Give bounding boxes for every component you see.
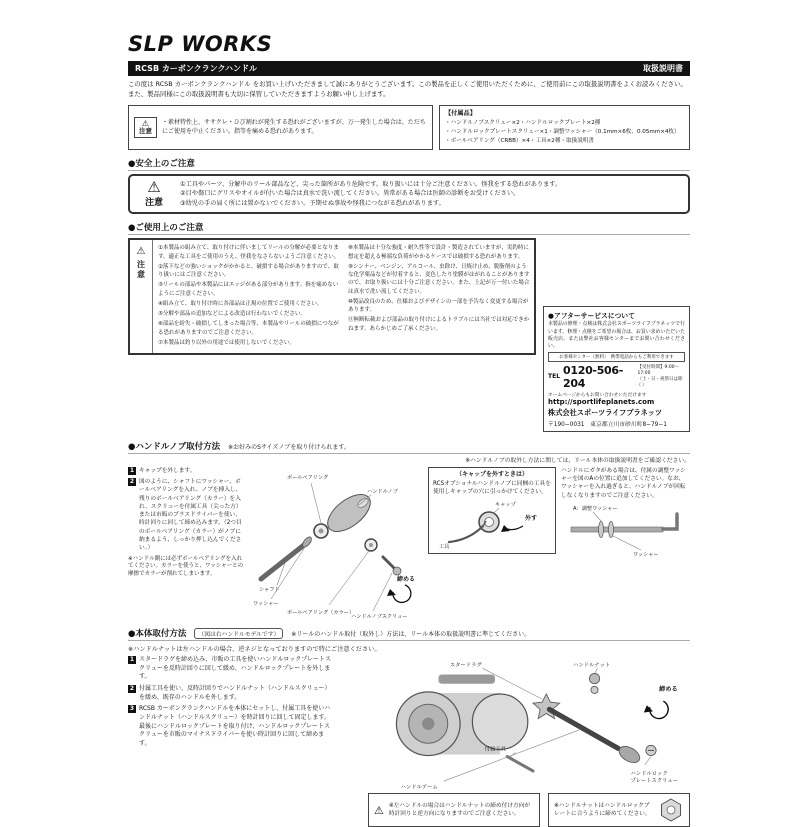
body-section-header (128, 627, 690, 641)
usage-item: ⑧本製品は十分な強度・耐久性等で設計・製造されていますが、実釣時に想定を超える極端な負荷がかかるケースでは破損する恐れがあります。 (348, 245, 529, 260)
label-tool: 工具 (439, 544, 450, 551)
body-section-note: ※リールのハンドル取付（取外し）方法は、リール本体の取扱説明書に準じてください。 (291, 630, 531, 638)
step-text: 付属工具を使い、反時計回りでハンドルナット（ハンドルスクリュー）を緩め、既存のハンドルを外します。 (139, 684, 331, 701)
knob-steps (128, 467, 246, 580)
intro-line: この度は RCSB カーボンクランクハンドル をお買い上げいただきまして誠にありがとうございます。この製品を正しくご使用いただくために、ご使用前にこの取扱説明書をよくお読みください。 (128, 80, 687, 88)
reel-diagram (341, 656, 690, 791)
usage-item: ⑥部品を紛失・破損してしまった場合等、本製品やリールの破損につながる恐れがありますのでご注意ください。 (158, 321, 339, 336)
label-ball-bearing: ボールベアリング (287, 474, 329, 481)
usage-warning-label: 注意 (136, 260, 146, 281)
safety-box (128, 174, 690, 215)
accessories-item: ・ハンドルノブスクリュー×2・ハンドルロックプレート×2種 (445, 119, 601, 126)
usage-right-column (348, 244, 531, 349)
safety-item: ③幼児の手の届く所には置かないでください。予期せぬ事故や怪我につながる恐れがあります。 (180, 199, 445, 207)
usage-item: ⑤分解や部品の追加などによる改造は行わないでください。 (158, 311, 306, 318)
usage-item: ⑪無断転載および部品の取り付けによるトラブルには当社では対応できかねます。あらかじめご了承ください。 (348, 317, 530, 332)
knob-section-title: ●ハンドルノブ取付方法 (128, 441, 221, 452)
label-shaft: シャフト (259, 586, 280, 593)
knob-exploded-diagram (251, 467, 423, 619)
usage-item: ④組み立て、取り付け時に各部品は正規の位置でご使用ください。 (158, 300, 323, 307)
reel-body-graphic (396, 674, 527, 755)
cap-box-text: RCSオプショナルハンドルノブに同梱の工具を使用しキャップの穴に引っかけてください。 (433, 480, 551, 495)
label-handle-arm: ハンドルアーム (400, 784, 438, 791)
usage-item: ⑨シンナー、ベンジン、アルコール、虫除け、日焼け止め、脱脂剤のような化学薬品などが付着すると、変色したり塗膜がはがれることがありますので、お取り扱いには十分ご注意ください。また、上記が万一付いた場合は真水で洗い流してください。 (348, 263, 530, 295)
warning-icon: ⚠ (147, 177, 161, 196)
step-item (128, 467, 246, 475)
safety-section-title: ●安全上のご注意 (128, 157, 690, 171)
leader-line (493, 508, 499, 514)
step-item (128, 656, 333, 682)
knob-section-subnote: ※ハンドルノブの取外し方法に関しては、リール本体の取扱説明書をご確認ください。 (465, 457, 690, 464)
label-tighten: 締める (659, 685, 678, 693)
material-caution-text: ・素材特性上、ササクレ・ひび割れが発生する恐れがございますが、万一発生した場合は、ただちにご使用を中止ください。指等を痛める恐れがあります。 (162, 119, 426, 136)
step-item (128, 705, 333, 748)
label-tighten: 締める (397, 575, 416, 583)
knob-note: ※ハンドル側には必ずボールベアリングを入れてください。カラーを使うと、ワッシャーとの摩擦でカラーが削れてしまいます。 (128, 555, 244, 578)
label-washer: ワッシャー (253, 600, 279, 607)
label-remove: 外す (525, 515, 538, 523)
hours-line: （土・日・祝祭日は除く） (637, 376, 683, 388)
brand-logo: SLP WORKS (128, 32, 273, 56)
step-item (128, 685, 333, 702)
label-lock-plate-line1: ハンドルロック (630, 770, 668, 777)
web-note: ホームページからもお問い合わせいただけます (548, 392, 647, 398)
collar-bearing-graphic (365, 539, 377, 551)
handle-nut-note-box (548, 793, 690, 827)
tighten-arrow (387, 585, 411, 602)
safety-item: ②目や傷口にグリスやオイルが付いた場合は真水で洗い流してください。異常がある場合は医師の診断をお受けください。 (180, 190, 520, 198)
safety-items (180, 180, 561, 209)
accessories-item: ・ハンドルロックプレートスクリュー×1・調整ワッシャー（0.1mm×6枚、0.05mm×4枚） (445, 128, 680, 135)
step-number: 3 (129, 705, 135, 713)
left-handle-note-box (368, 793, 540, 827)
warning-icon: ⚠ (136, 246, 146, 258)
screw-graphic (383, 557, 401, 575)
play-adjust-text: ハンドルにガタがある場合は、付属の調整ワッシャーを図のAの位置に追加してください。なお、ワッシャーを入れ過ぎると、ハンドルノブが回転しなくなりますのでご注意ください。 (561, 467, 686, 499)
tel-number: 0120-506-204 (563, 363, 624, 390)
label-knob-screw: ハンドルノブスクリュー (351, 613, 408, 619)
hex-nut-icon (658, 797, 684, 823)
label-ball-bearing-collar: ボールベアリング（カラー） (287, 609, 355, 616)
left-handle-note-text: ※左ハンドルの場合はハンドルナットの締め付け方向が時計回りと逆方向になりますのでご注意ください。 (388, 803, 531, 818)
body-section-title: ●本体取付方法 (128, 628, 187, 639)
intro-text (128, 80, 690, 100)
usage-left-column (158, 244, 341, 349)
knob-section-header (128, 440, 690, 454)
company-address: 〒190−0031 東京都立川市砂川町8−79−1 (548, 421, 667, 428)
cap-diagram (433, 496, 551, 550)
cap-remove-box (428, 467, 556, 554)
after-service-box (543, 306, 690, 431)
leader-line (593, 512, 601, 521)
usage-item: ③リールの部品や本製品にはエッジがある部分があります。指を痛めないようにご注意ください。 (158, 282, 339, 297)
hours-line: 【受付時間】9:00〜17:00 (637, 365, 680, 376)
warning-icon: ⚠ (141, 118, 150, 128)
accessories-box (439, 105, 690, 150)
title-bar (128, 61, 690, 76)
play-adjust-column (561, 467, 689, 558)
label-adjust-washer: A：調整ワッシャー (573, 505, 618, 512)
cap-graphic (479, 512, 499, 532)
step-number: 2 (129, 684, 135, 692)
after-service-title: ●アフターサービスについて (548, 312, 635, 321)
bearing-graphic (314, 524, 328, 538)
usage-section-title: ●ご使用上のご注意 (128, 221, 690, 235)
tel-label: TEL (548, 373, 561, 381)
tel-hours (637, 365, 685, 388)
step-text: RCSB カーボンクランクハンドルを本体にセットし、付属工具を使いハンドルナット（ハンドルスクリュー）を時計回りに回して固定します。最後にハンドルロックプレートを取り付け、ハンドルロックプレートスクリューを市販のマイナスドライバーを使い時計回りに回して締めます。 (139, 705, 331, 748)
intro-line: また、製品同様にこの取扱説明書も大切に保管していただきますようお願い申し上げます。 (128, 89, 390, 98)
usage-warning-badge (130, 240, 153, 353)
company-name: 株式会社スポーツライフプラネッツ (548, 407, 663, 417)
left-handle-warning: ※ハンドルナットは左ハンドルの場合、逆ネジとなっておりますので特にご注意ください。 (128, 645, 381, 653)
label-cap: キャップ (495, 502, 516, 509)
usage-item: ①本製品の組み立て、取り付けに伴いましてリールの分解が必要となります。適正な工具をご使用のうえ、怪我をなさらないようご注意ください。 (158, 245, 340, 260)
handle-shaft-graphic (571, 514, 677, 538)
doc-type-label: 取扱説明書 (643, 64, 683, 73)
after-service-body: 本製品の修理・点検は株式会社スポーツライフプラネッツで行います。修理・点検をご希望の場合は、お買い求めいただいた販売店、または弊社お客様センターまでお問い合わせください。 (548, 321, 685, 349)
body-steps (128, 656, 333, 752)
safety-item: ①工具やパーツ、分解中のリール部品など、尖った箇所があり危険です。取り扱いには十分ご注意ください。怪我をする恐れがあります。 (180, 180, 562, 188)
shaft-graphic (261, 535, 313, 579)
label-lock-plate-line2: プレートスクリュー (630, 778, 678, 785)
product-title: RCSB カーボンクランクハンドル (135, 64, 258, 73)
label-handle-knob: ハンドルノブ (367, 488, 398, 495)
lock-plate-screw-graphic (646, 745, 656, 755)
step-text: スタードラグを締め込み、市販の工具を使いハンドルロックプレートスクリューを反時計回りに回して緩め、ハンドルロックプレートを外します。 (139, 655, 331, 681)
warning-icon: ⚠ (374, 803, 384, 817)
label-handle-nut: ハンドルナット (572, 662, 611, 669)
manual-document (128, 32, 690, 827)
website-url: http://sportlifeplanets.com (548, 397, 655, 406)
knob-section-note: ※お好みのSサイズノブを取り付けられます。 (228, 443, 350, 451)
handle-nut-note-text: ※ハンドルナットはハンドルロックプレートに合うように締めてください。 (554, 803, 651, 818)
usage-item: ⑦本製品は釣り以外の用途では使用しないでください。 (158, 339, 295, 346)
accessories-title: 【付属品】 (445, 109, 476, 117)
included-tool-graphic (507, 756, 533, 770)
material-caution-box (128, 105, 433, 150)
safety-warning-label: 注意 (144, 197, 163, 208)
body-section-model-note: （図は右ハンドルモデルです） (194, 628, 283, 639)
handle-arm-graphic (549, 709, 642, 766)
step-text: 図のように、シャフトにワッシャー、ボールベアリングを入れ、ノブを挿入し、残りのボールベアリング（カラー）を入れ、スクリューを付属工具（尖った方）または市販のプラスドライバーを使い、時計回りに回して締め込みます。（2つ目のボールベアリング（カラー）がノブに納まるよう、しっかり押し込んでください。） (139, 479, 242, 552)
remove-arrow (501, 525, 523, 532)
customer-center-label: お客様センター（無料） 携帯電話からもご利用できます (548, 352, 685, 362)
telephone-row (548, 364, 685, 390)
adjust-washer-diagram (561, 500, 689, 558)
accessories-item: ・ボールベアリング（CRBB）×4・工具×2種・取扱説明書 (445, 137, 594, 144)
usage-box (128, 238, 536, 355)
step-number: 1 (129, 655, 135, 663)
usage-item: ②落下などの強いショックがかかると、破損する場合がありますので、取り扱いにはご注意ください。 (158, 263, 339, 279)
usage-item: ⑩製品改良のため、仕様およびデザインの一部を予告なく変更する場合があります。 (348, 298, 529, 314)
step-item (128, 478, 246, 552)
caution-badge (134, 117, 157, 138)
leader-line (613, 536, 641, 550)
safety-warning-badge (137, 177, 171, 208)
tighten-arrow (644, 701, 668, 718)
label-included-tool: 付属工具 (484, 746, 507, 753)
step-number: 2 (129, 478, 135, 486)
label-washer: ワッシャー (633, 551, 659, 558)
knob-graphic (321, 487, 376, 538)
cap-box-title: （キャップを外すときは） (455, 470, 528, 478)
handle-nut-graphic (589, 673, 599, 693)
step-number: 1 (129, 466, 135, 474)
label-star-drag: スタードラグ (449, 662, 482, 669)
step-text: キャップを外します。 (139, 467, 196, 474)
caution-badge-label: 注意 (139, 127, 152, 136)
